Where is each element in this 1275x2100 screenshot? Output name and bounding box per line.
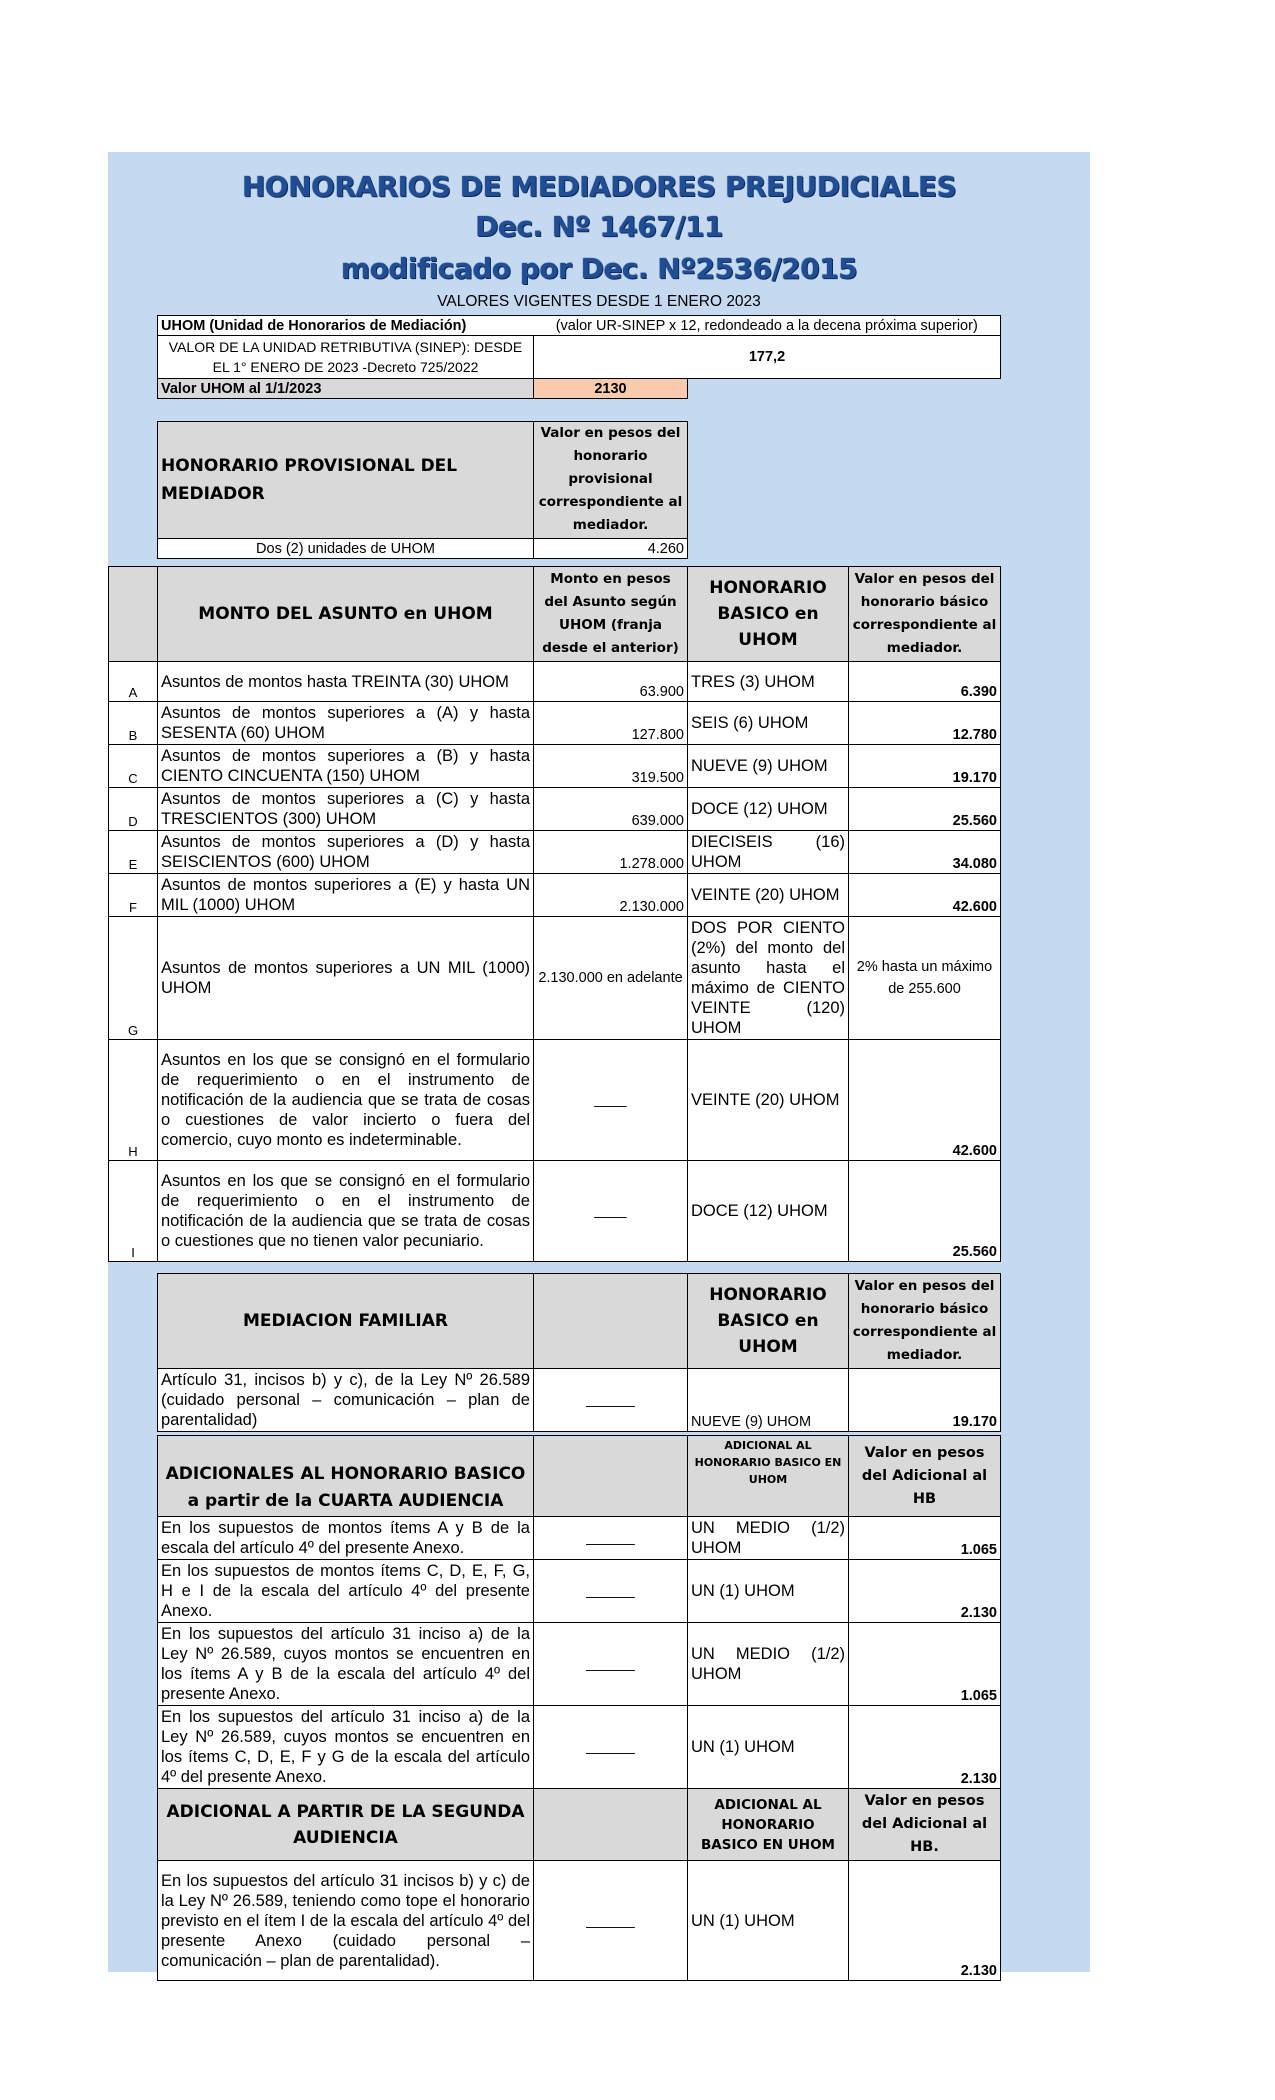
table-row (109, 662, 1001, 702)
row-valor: 34.080 (849, 831, 1001, 874)
uhom-formula: (valor UR-SINEP x 12, redondeado a la decena próxima superior) (534, 316, 1001, 336)
segunda-header-basico: ADICIONAL AL HONORARIO BASICO EN UHOM (688, 1789, 849, 1861)
table-row (109, 745, 1001, 788)
adicionales-header: ADICIONALES AL HONORARIO BASICO a partir de la CUARTA AUDIENCIA (158, 1436, 534, 1517)
row-description: Asuntos de montos superiores a (C) y hasta TRESCIENTOS (300) UHOM (158, 788, 534, 831)
row-valor: 25.560 (849, 788, 1001, 831)
adicionales-header-valor: Valor en pesos del Adicional al HB (849, 1436, 1001, 1517)
row-pesos: 1.278.000 (534, 831, 688, 874)
decree-title: Dec. Nº 1467/11 (475, 210, 723, 243)
row-letter: F (109, 874, 158, 917)
row-basico: UN (1) UHOM (688, 1706, 849, 1789)
row-valor: 1.065 (849, 1517, 1001, 1560)
row-pesos: ______ (534, 1517, 688, 1560)
row-description: En los supuestos del artículo 31 inciso a) de la Ley Nº 26.589, cuyos montos se encuentren en los ítems A y B de la escala del artículo 4º del presente Anexo. (158, 1623, 534, 1706)
row-description: En los supuestos de montos ítems A y B de la escala del artículo 4º del presente Anexo. (158, 1517, 534, 1560)
row-pesos: 63.900 (534, 662, 688, 702)
row-valor: 19.170 (849, 1369, 1001, 1432)
row-basico: DOCE (12) UHOM (688, 1161, 849, 1262)
provisional-row-value: 4.260 (534, 539, 688, 559)
uhom-value: 2130 (534, 379, 688, 399)
row-basico: UN (1) UHOM (688, 1560, 849, 1623)
row-basico: TRES (3) UHOM (688, 662, 849, 702)
table-row (158, 1623, 1001, 1706)
row-letter: D (109, 788, 158, 831)
row-basico: UN (1) UHOM (688, 1861, 849, 1981)
row-basico: DIECISEIS (16) UHOM (688, 831, 849, 874)
row-pesos: ____ (534, 1161, 688, 1262)
row-valor: 2% hasta un máximo de 255.600 (849, 917, 1001, 1040)
row-description: En los supuestos del artículo 31 inciso a) de la Ley Nº 26.589, cuyos montos se encuentren en los ítems C, D, E, F y G de la escala del artículo 4º del presente Anexo. (158, 1706, 534, 1789)
row-pesos: ______ (534, 1706, 688, 1789)
provisional-row-label: Dos (2) unidades de UHOM (158, 539, 534, 559)
table-row (158, 1369, 1001, 1432)
row-description: Asuntos de montos superiores a (B) y hasta CIENTO CINCUENTA (150) UHOM (158, 745, 534, 788)
table-row (158, 1861, 1001, 1981)
table-row (109, 702, 1001, 745)
row-pesos: 2.130.000 (534, 874, 688, 917)
monto-table (108, 566, 1001, 1262)
row-pesos: ______ (534, 1369, 688, 1432)
row-pesos: ____ (534, 1040, 688, 1161)
row-letter: A (109, 662, 158, 702)
row-basico: VEINTE (20) UHOM (688, 1040, 849, 1161)
row-valor: 1.065 (849, 1623, 1001, 1706)
row-letter: B (109, 702, 158, 745)
adicionales-table (157, 1435, 1001, 1981)
row-basico: VEINTE (20) UHOM (688, 874, 849, 917)
modification-title: modificado por Dec. Nº2536/2015 (340, 252, 858, 285)
row-basico: DOS POR CIENTO (2%) del monto del asunto hasta el máximo de CIENTO VEINTE (120) UHOM (688, 917, 849, 1040)
monto-header-pesos: Monto en pesos del Asunto según UHOM (franja desde el anterior) (534, 567, 688, 662)
provisional-header-left: HONORARIO PROVISIONAL DEL MEDIADOR (158, 422, 534, 539)
row-valor: 42.600 (849, 1040, 1001, 1161)
row-letter: H (109, 1040, 158, 1161)
table-row (109, 1161, 1001, 1262)
row-valor: 12.780 (849, 702, 1001, 745)
row-letter: G (109, 917, 158, 1040)
row-valor: 19.170 (849, 745, 1001, 788)
segunda-header-valor: Valor en pesos del Adicional al HB. (849, 1789, 1001, 1861)
row-letter: I (109, 1161, 158, 1262)
row-basico: DOCE (12) UHOM (688, 788, 849, 831)
row-valor: 2.130 (849, 1560, 1001, 1623)
table-row (109, 917, 1001, 1040)
row-valor: 2.130 (849, 1706, 1001, 1789)
familiar-header-valor: Valor en pesos del honorario básico correspondiente al mediador. (849, 1274, 1001, 1369)
row-letter: E (109, 831, 158, 874)
adicionales-header-basico: ADICIONAL AL HONORARIO BASICO EN UHOM (688, 1436, 849, 1517)
row-pesos: 127.800 (534, 702, 688, 745)
row-pesos: 2.130.000 en adelante (534, 917, 688, 1040)
row-description: Artículo 31, incisos b) y c), de la Ley Nº 26.589 (cuidado personal – comunicación – plan de parentalidad) (158, 1369, 534, 1432)
row-pesos: ______ (534, 1623, 688, 1706)
uhom-label: UHOM (Unidad de Honorarios de Mediación) (158, 316, 534, 336)
table-row (109, 831, 1001, 874)
table-row (158, 1706, 1001, 1789)
sinep-value: 177,2 (534, 336, 1001, 379)
table-row (109, 788, 1001, 831)
row-description: En los supuestos de montos ítems C, D, E, F, G, H e I de la escala del artículo 4º del presente Anexo. (158, 1560, 534, 1623)
row-valor: 42.600 (849, 874, 1001, 917)
sinep-label: VALOR DE LA UNIDAD RETRIBUTIVA (SINEP): DESDE EL 1° ENERO DE 2023 -Decreto 725/2022 (158, 336, 534, 379)
table-row (109, 874, 1001, 917)
familiar-header-basico: HONORARIO BASICO en UHOM (688, 1274, 849, 1369)
provisional-table (157, 421, 688, 559)
page-title: HONORARIOS DE MEDIADORES PREJUDICIALES (241, 170, 957, 203)
row-valor: 2.130 (849, 1861, 1001, 1981)
monto-header-asunto: MONTO DEL ASUNTO en UHOM (158, 567, 534, 662)
row-basico: NUEVE (9) UHOM (688, 1369, 849, 1432)
row-pesos: ______ (534, 1861, 688, 1981)
uhom-value-label: Valor UHOM al 1/1/2023 (158, 379, 534, 399)
row-pesos: 639.000 (534, 788, 688, 831)
row-description: Asuntos en los que se consignó en el formulario de requerimiento o en el instrumento de notificación de la audiencia que se trata de cosas o cuestiones que no tienen valor pecuniario. (158, 1161, 534, 1262)
row-valor: 25.560 (849, 1161, 1001, 1262)
row-basico: SEIS (6) UHOM (688, 702, 849, 745)
row-description: En los supuestos del artículo 31 incisos b) y c) de la Ley Nº 26.589, teniendo como tope el honorario previsto en el ítem I de la escala del artículo 4º del presente Anexo (cuidado personal – comunicación – plan de parentalidad). (158, 1861, 534, 1981)
monto-header-basico: HONORARIO BASICO en UHOM (688, 567, 849, 662)
familiar-table (157, 1273, 1001, 1432)
row-basico: NUEVE (9) UHOM (688, 745, 849, 788)
table-row (109, 1040, 1001, 1161)
familiar-header: MEDIACION FAMILIAR (158, 1274, 534, 1369)
row-letter: C (109, 745, 158, 788)
valid-from-subtitle: VALORES VIGENTES DESDE 1 ENERO 2023 (437, 293, 761, 310)
row-description: Asuntos en los que se consignó en el formulario de requerimiento o en el instrumento de notificación de la audiencia que se trata de cosas o cuestiones de valor incierto o fuera del comercio, cuyo monto es indeterminable. (158, 1040, 534, 1161)
row-valor: 6.390 (849, 662, 1001, 702)
row-pesos: ______ (534, 1560, 688, 1623)
row-description: Asuntos de montos superiores a (E) y hasta UN MIL (1000) UHOM (158, 874, 534, 917)
uhom-info-table (157, 315, 1001, 399)
table-row (158, 1560, 1001, 1623)
row-description: Asuntos de montos hasta TREINTA (30) UHOM (158, 662, 534, 702)
segunda-audiencia-header: ADICIONAL A PARTIR DE LA SEGUNDA AUDIENCIA (158, 1789, 534, 1861)
row-basico: UN MEDIO (1/2) UHOM (688, 1623, 849, 1706)
row-description: Asuntos de montos superiores a (D) y hasta SEISCIENTOS (600) UHOM (158, 831, 534, 874)
table-row (158, 1517, 1001, 1560)
row-description: Asuntos de montos superiores a (A) y hasta SESENTA (60) UHOM (158, 702, 534, 745)
row-description: Asuntos de montos superiores a UN MIL (1000) UHOM (158, 917, 534, 1040)
row-pesos: 319.500 (534, 745, 688, 788)
row-basico: UN MEDIO (1/2) UHOM (688, 1517, 849, 1560)
provisional-header-right: Valor en pesos del honorario provisional correspondiente al mediador. (534, 422, 688, 539)
monto-header-valor: Valor en pesos del honorario básico correspondiente al mediador. (849, 567, 1001, 662)
